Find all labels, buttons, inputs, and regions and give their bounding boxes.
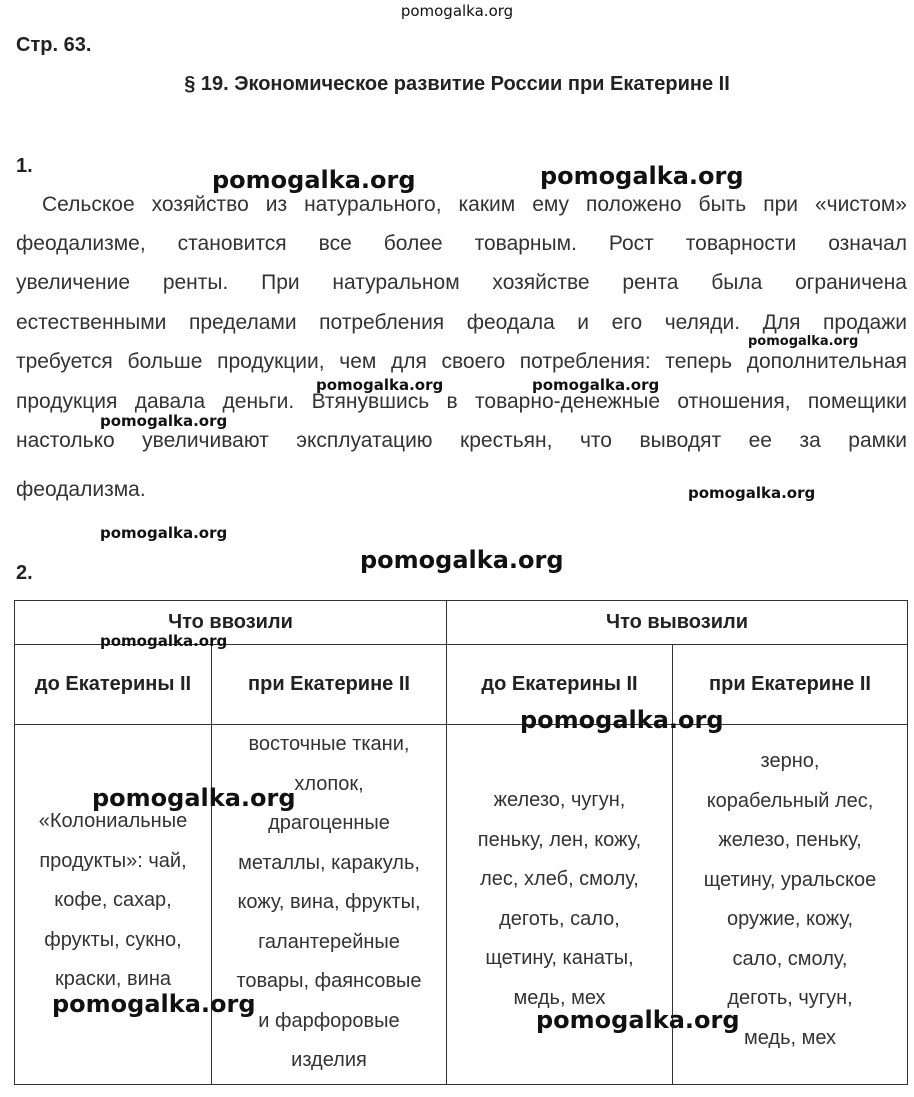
cell-line: корабельный лес, [706,789,874,812]
cell-line: галантерейные [258,930,400,953]
cell-line: краски, вина [55,968,171,990]
cell-line: деготь, чугун, [727,987,853,1009]
cell-line: товары, фаянсовые [236,970,422,992]
cell-line: хлопок, [294,772,364,795]
answer-1-line: Сельское хозяйство из натурального, каким ему положено быть при «чистом» [42,193,907,216]
question-2-number: 2. [16,562,33,584]
watermark: pomogalka.org [100,632,228,650]
subheader-imports-catherine: при Екатерине II [212,645,447,725]
watermark: pomogalka.org [360,546,564,574]
cell-imports-catherine [212,725,447,1085]
subheader-imports-before: до Екатерины II [15,645,212,725]
answer-1-line: естественными пределами потребления феодала и его челяди. Для продажи [16,311,907,334]
watermark: pomogalka.org [100,412,228,430]
answer-1-line: феодализме, становится все более товарным. Рост товарности означал [16,232,907,255]
cell-line: медь, мех [743,1026,837,1049]
watermark: pomogalka.org [688,484,816,502]
header-exports: Что вывозили [447,601,908,645]
cell-line: восточные ткани, [248,733,410,755]
cell-line: железо, чугун, [493,789,626,811]
watermark: pomogalka.org [92,784,296,812]
question-1-number: 1. [16,155,33,177]
cell-line: щетину, уральское [703,868,877,891]
cell-line: зерно, [760,750,820,772]
cell-line: пеньку, лен, кожу, [477,828,642,851]
watermark: pomogalka.org [100,524,228,542]
cell-line: деготь, сало, [499,907,620,930]
watermark: pomogalka.org [212,166,416,194]
watermark: pomogalka.org [540,162,744,190]
section-title: § 19. Экономическое развитие России при Екатерине II [184,73,730,95]
watermark-top: pomogalka.org [400,2,514,20]
cell-line: кофе, сахар, [54,889,172,911]
cell-line: медь, мех [513,986,606,1009]
watermark: pomogalka.org [536,1006,740,1034]
cell-line: сало, смолу, [732,947,848,970]
answer-1-line: феодализма. [16,478,146,501]
cell-line: и фарфоровые [258,1009,400,1032]
cell-line: железо, пеньку, [718,829,862,851]
cell-line: кожу, вина, фрукты, [237,891,421,913]
cell-line: щетину, канаты, [485,947,634,969]
watermark: pomogalka.org [520,706,724,734]
subheader-exports-before: до Екатерины II [447,645,673,725]
cell-line: драгоценные [268,812,390,834]
cell-line: фрукты, сукно, [44,928,182,951]
page-number: Стр. 63. [16,34,92,56]
cell-line: «Колониальные [38,810,188,832]
watermark: pomogalka.org [52,990,256,1018]
header-imports: Что ввозили [15,601,447,645]
cell-imports-before [15,725,212,1085]
cell-line: лес, хлеб, смолу, [480,868,639,890]
watermark: pomogalka.org [316,376,444,394]
answer-1-line: увеличение ренты. При натуральном хозяйстве рента была ограничена [16,271,907,294]
watermark: pomogalka.org [748,334,859,349]
answer-1-line: требуется больше продукции, чем для своего потребления: теперь дополнительная [16,350,907,373]
cell-line: изделия [291,1049,367,1071]
cell-line: оружие, кожу, [726,908,854,930]
cell-line: продукты»: чай, [39,849,187,872]
cell-line: металлы, каракуль, [238,851,420,874]
answer-1-line: продукция давала деньги. Втянувшись в товарно-денежные отношения, помещики [16,390,907,413]
subheader-exports-catherine: при Екатерине II [673,645,908,725]
answer-1-line: настолько увеличивают эксплуатацию крестьян, что выводят ее за рамки [16,429,907,452]
watermark: pomogalka.org [532,376,660,394]
